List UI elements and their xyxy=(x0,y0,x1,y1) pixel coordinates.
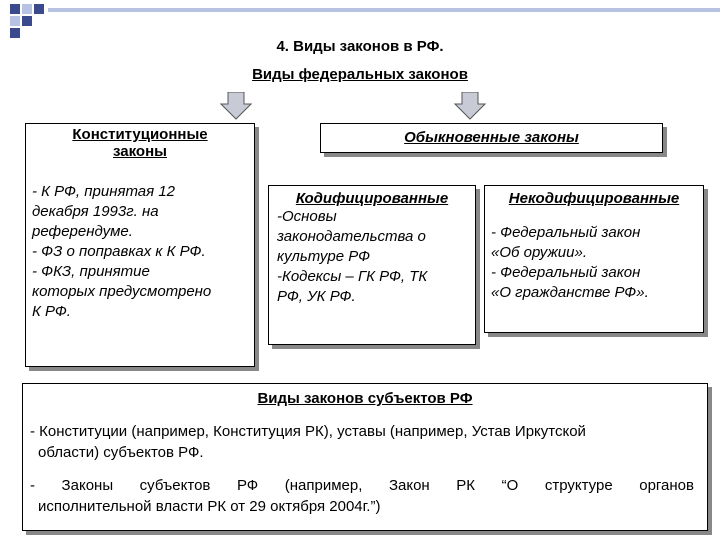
codified-title: Кодифицированные xyxy=(295,190,449,207)
decor-square-5 xyxy=(22,16,32,26)
uncodified-body: - Федеральный закон «Об оружии». - Федеральный закон «О гражданстве РФ». xyxy=(491,224,649,301)
arrow-down-icon-left xyxy=(220,92,252,120)
ordinary-laws-box xyxy=(320,123,663,153)
decor-square-4 xyxy=(10,16,20,26)
decor-square-2 xyxy=(22,4,32,14)
subjects-item1-line2: области) субъектов РФ. xyxy=(38,444,204,461)
federal-heading: Виды федеральных законов xyxy=(252,66,468,83)
decor-square-1 xyxy=(10,4,20,14)
decor-square-6 xyxy=(10,28,20,38)
uncodified-laws-box xyxy=(484,185,704,333)
codified-body: -Основы законодательства о культуре РФ -Кодексы – ГК РФ, ТК РФ, УК РФ. xyxy=(277,208,428,305)
constitutional-title-line2: законы xyxy=(113,143,167,160)
constitutional-body: - К РФ, принятая 12 декабря 1993г. на референдуме. - ФЗ о поправках к К РФ. - ФКЗ, принятие которых предусмотрено К РФ. xyxy=(32,183,212,320)
constitutional-title-line1: Конституционные xyxy=(72,126,208,143)
decor-top-line xyxy=(48,8,720,12)
constitutional-laws-box xyxy=(25,123,255,367)
decor-square-3 xyxy=(34,4,44,14)
subjects-heading: Виды законов субъектов РФ xyxy=(257,390,473,407)
codified-laws-box xyxy=(268,185,476,345)
ordinary-title: Обыкновенные законы xyxy=(404,129,579,146)
subjects-item2-line2: исполнительной власти РК от 29 октября 2004г.”) xyxy=(38,498,381,515)
arrow-down-icon-right xyxy=(454,92,486,120)
subjects-item2-line1: - Законы субъектов РФ (например, Закон РК “О структуре органов xyxy=(30,477,694,494)
subjects-item1-line1: - Конституции (например, Конституция РК), уставы (например, Устав Иркутской xyxy=(30,423,586,440)
uncodified-title: Некодифицированные xyxy=(508,190,680,207)
page-title: 4. Виды законов в РФ. xyxy=(276,38,444,55)
